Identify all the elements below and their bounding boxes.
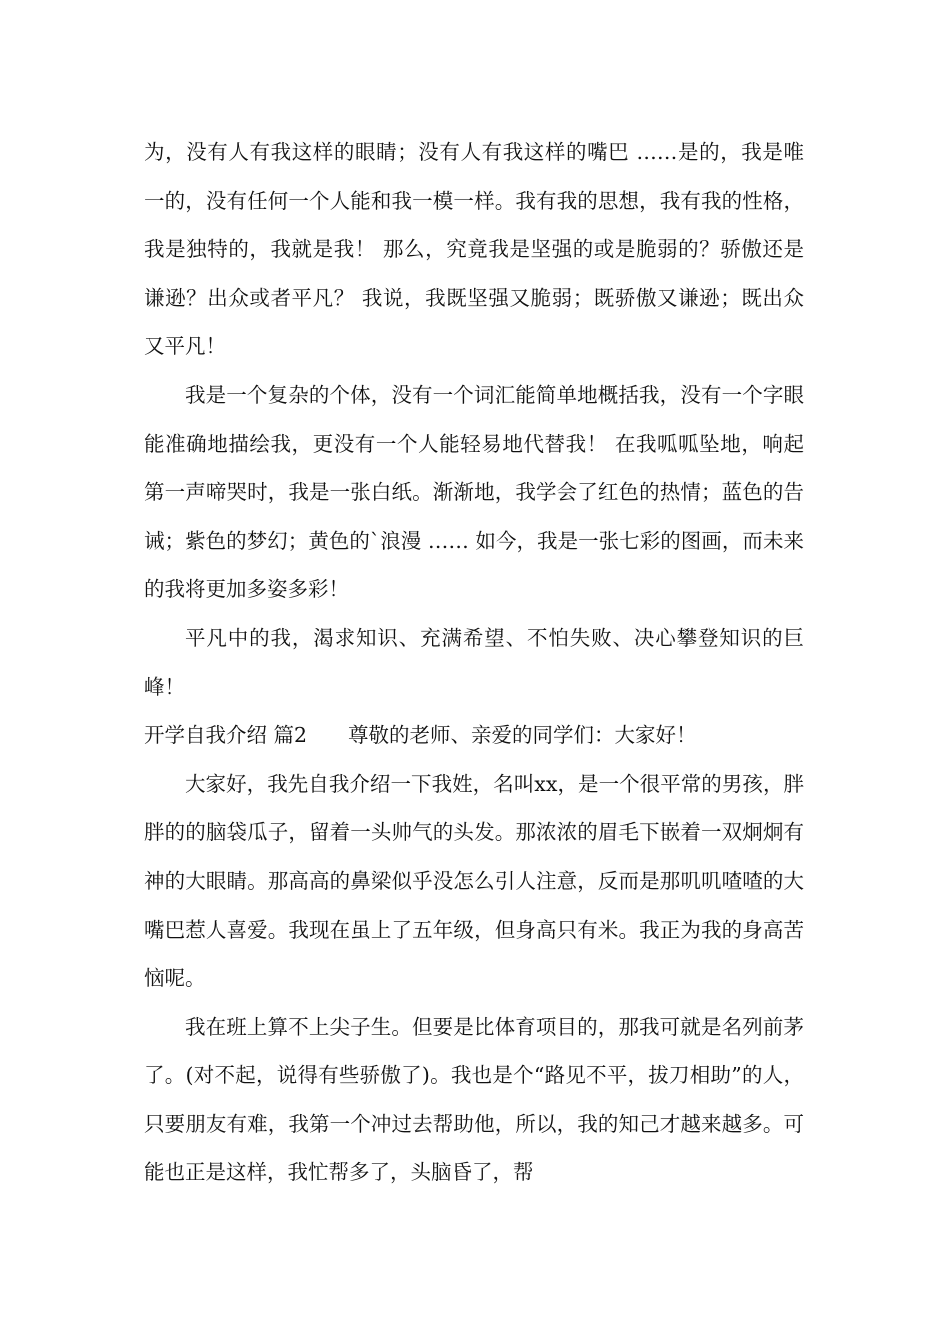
section-heading-part-2: 开学自我介绍 篇2 尊敬的老师、亲爱的同学们：大家好！ <box>144 723 697 748</box>
paragraph-complex-individual: 我是一个复杂的个体，没有一个词汇能简单地概括我，没有一个字眼能准确地描绘我，更没有一个人能轻易地代替我！ 在我呱呱坠地，响起第一声啼哭时，我是一张白纸。渐渐地，我学会了红色的热情；蓝色的告诫；紫色的梦幻；黄色的`浪漫 …… 如今，我是一张七彩的图画，而未来的我将更加多姿多彩！ <box>144 382 804 602</box>
document-body <box>144 128 804 1197</box>
paragraph-self-introduction: 大家好，我先自我介绍一下我姓，名叫xx，是一个很平常的男孩，胖胖的的脑袋瓜子，留着一头帅气的头发。那浓浓的眉毛下嵌着一双炯炯有神的大眼睛。那高高的鼻梁似乎没怎么引人注意，反而是那叽叽喳喳的大嘴巴惹人喜爱。我现在虽上了五年级，但身高只有米。我正为我的身高苦恼呢。 <box>144 771 804 991</box>
paragraph-ordinary-me: 平凡中的我，渴求知识、充满希望、不怕失败、决心攀登知识的巨峰！ <box>144 625 804 699</box>
paragraph-class-standing: 我在班上算不上尖子生。但要是比体育项目的，那我可就是名列前茅了。(对不起，说得有些骄傲了)。我也是个“路见不平，拔刀相助”的人，只要朋友有难，我第一个冲过去帮助他，所以，我的知己才越来越多。可能也正是这样，我忙帮多了，头脑昏了，帮 <box>144 1014 804 1185</box>
paragraph-continuation: 为，没有人有我这样的眼睛；没有人有我这样的嘴巴 ……是的，我是唯一的，没有任何一个人能和我一模一样。我有我的思想，我有我的性格，我是独特的，我就是我！ 那么，究竟我是坚强的或是脆弱的？骄傲还是谦逊？出众或者平凡？ 我说，我既坚强又脆弱；既骄傲又谦逊；既出众又平凡！ <box>144 140 804 359</box>
